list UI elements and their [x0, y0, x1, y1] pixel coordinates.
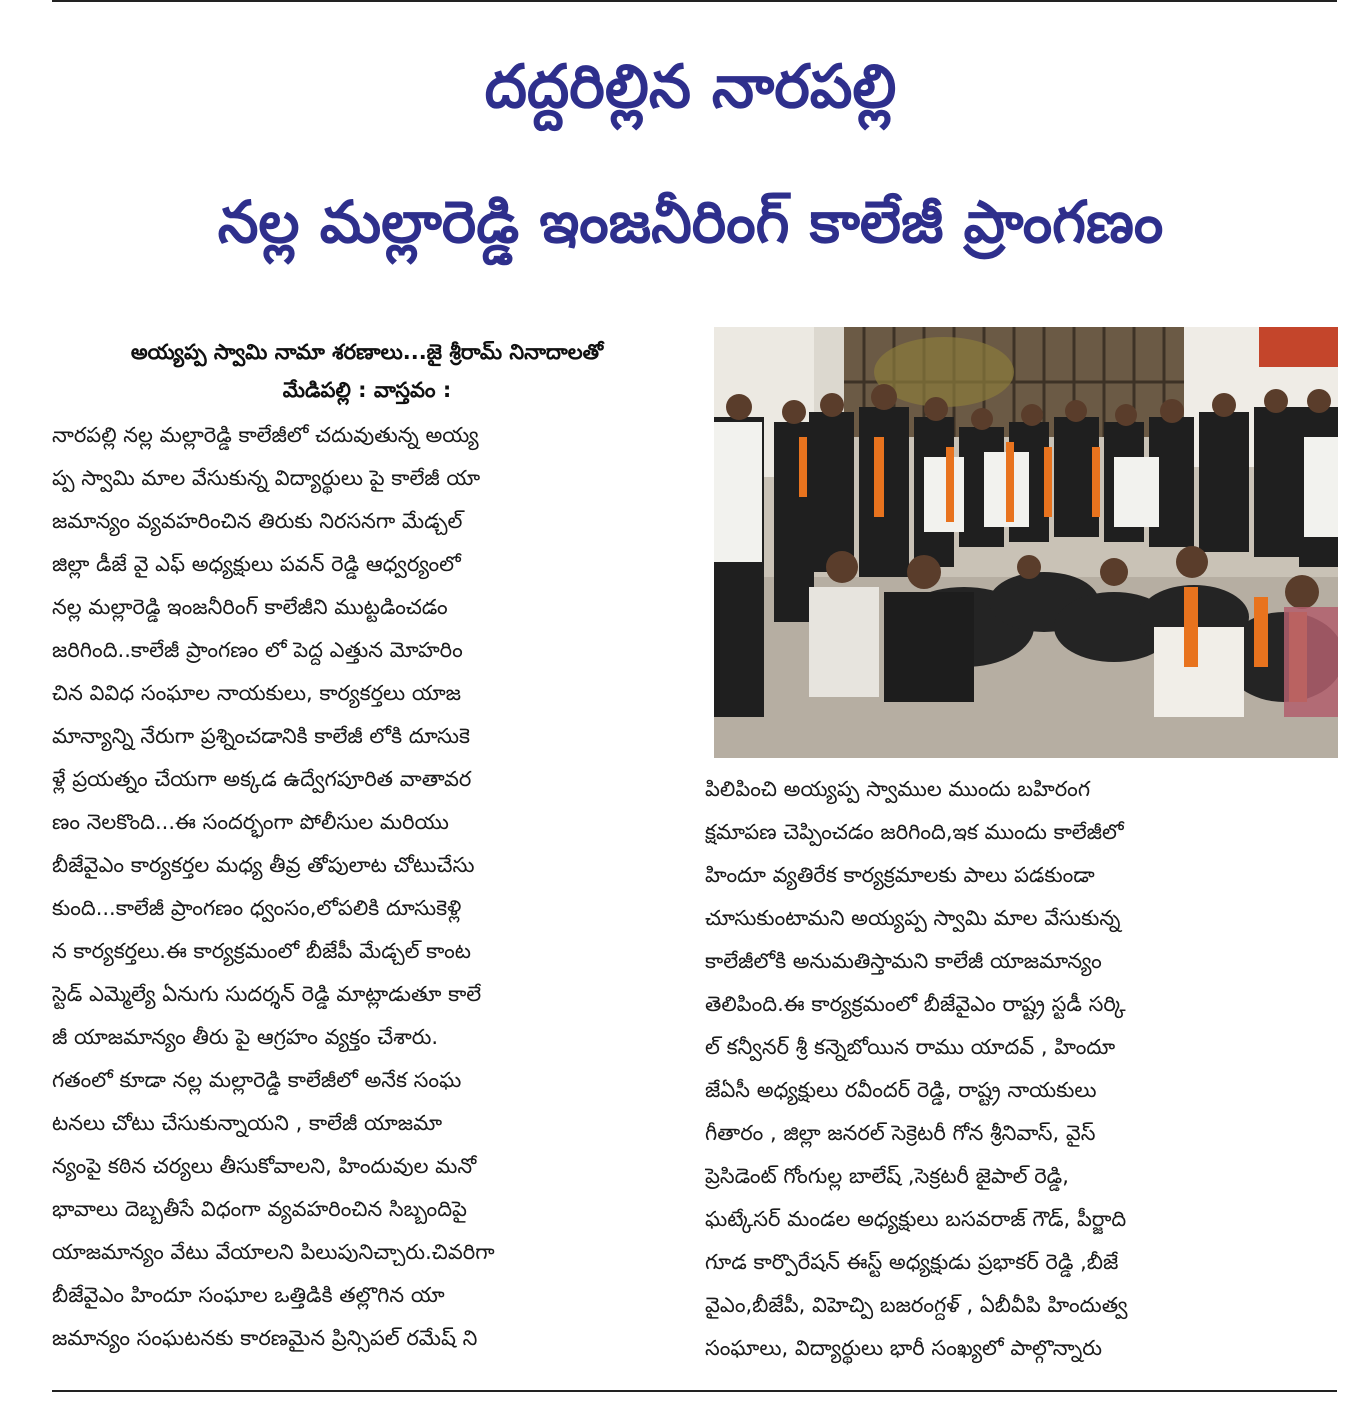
body-line: కుంది...కాలేజీ ప్రాంగణం ధ్వంసం,లోపలికి దూసుకెళ్లి — [52, 896, 462, 920]
body-line: బీజేవైఎం కార్యకర్తల మధ్య తీవ్ర తోపులాట చోటుచేసు — [52, 853, 475, 877]
body-line: పిలిపించి అయ్యప్ప స్వాముల ముందు బహిరంగ — [705, 777, 1091, 801]
body-line: చూసుకుంటామని అయ్యప్ప స్వామి మాల వేసుకున్న — [705, 906, 1121, 930]
body-line: ణం నెలకొంది...ఈ సందర్భంగా పోలీసుల మరియు — [52, 810, 449, 834]
body-line: మాన్యాన్ని నేరుగా ప్రశ్నించడానికి కాలేజీ లోకి దూసుకె — [52, 724, 470, 748]
body-line: గీతారం , జిల్లా జనరల్ సెక్రెటరీ గోన శ్రీనివాస్, వైస్ — [705, 1121, 1096, 1145]
news-photo — [714, 327, 1338, 758]
body-line: జరిగింది..కాలేజీ ప్రాంగణం లో పెద్ద ఎత్తున మోహరిం — [52, 638, 463, 662]
body-line: న్యంపై కఠిన చర్యలు తీసుకోవాలని, హిందువుల మనో — [52, 1154, 477, 1178]
body-line: వైఎం,బీజేపీ, విహెచ్పి బజరంగ్దళ్ , ఏబీవీపి హిందుత్వ — [705, 1293, 1128, 1317]
body-line: ల్ కన్వీనర్ శ్రీ కన్నెబోయిన రాము యాదవ్ , హిందూ — [705, 1035, 1116, 1059]
bottom-rule — [52, 1390, 1337, 1392]
body-line: జీ యాజమాన్యం తీరు పై ఆగ్రహం వ్యక్తం చేశారు. — [52, 1025, 439, 1049]
body-line: టనలు చోటు చేసుకున్నాయని , కాలేజీ యాజమా — [52, 1111, 443, 1135]
kicker-line-1: అయ్యప్ప స్వామి నామా శరణాలు...జై శ్రీరామ్ నినాదాలతో — [130, 340, 604, 364]
body-line: హిందూ వ్యతిరేక కార్యక్రమాలకు పాలు పడకుండా — [705, 863, 1095, 887]
body-line: కాలేజీలోకి అనుమతిస్తామని కాలేజీ యాజమాన్యం — [705, 949, 1102, 973]
body-line: ళ్లే ప్రయత్నం చేయగా అక్కడ ఉద్వేగపూరిత వాతావర — [52, 767, 472, 791]
article-body-right-column — [705, 768, 1330, 1370]
body-line: నల్ల మల్లారెడ్డి ఇంజనీరింగ్ కాలేజీని ముట్టడించడం — [52, 595, 448, 619]
body-line: క్షమాపణ చెప్పించడం జరిగింది,ఇక ముందు కాలేజీలో — [705, 820, 1124, 844]
body-line: ప్రెసిడెంట్ గోంగుల్ల బాలేష్ ,సెక్రటరీ జైపాల్ రెడ్డి, — [705, 1164, 1069, 1188]
body-line: గతంలో కూడా నల్ల మల్లారెడ్డి కాలేజీలో అనేక సంఘ — [52, 1068, 462, 1092]
headline-line-1: దద్దరిల్లిన నారపల్లి — [484, 52, 897, 122]
body-line: జమాన్యం వ్యవహరించిన తిరుకు నిరసనగా మేడ్చల్ — [52, 509, 463, 533]
body-line: స్టెడ్ ఎమ్మెల్యే ఏనుగు సుదర్శన్ రెడ్డి మాట్లాడుతూ కాలే — [52, 982, 482, 1006]
body-line: నారపల్లి నల్ల మల్లారెడ్డి కాలేజీలో చదువుతున్న అయ్య — [52, 423, 479, 447]
body-line: బీజేవైఎం హిందూ సంఘాల ఒత్తిడికి తల్లొగిన యా — [52, 1283, 445, 1307]
article-body-left-column — [52, 414, 677, 1360]
body-line: సంఘాలు, విద్యార్థులు భారీ సంఖ్యలో పాల్గొన్నారు — [705, 1336, 1103, 1360]
body-line: జేఏసీ అధ్యక్షులు రవీందర్ రెడ్డి, రాష్ట్ర నాయకులు — [705, 1078, 1097, 1102]
body-line: తెలిపింది.ఈ కార్యక్రమంలో బీజేవైఎం రాష్ట్ర స్టడీ సర్కి — [705, 992, 1126, 1016]
body-line: ప్ప స్వామి మాల వేసుకున్న విద్యార్థులు పై కాలేజీ యా — [52, 466, 481, 490]
body-line: జిల్లా డీజే వై ఎఫ్ అధ్యక్షులు పవన్ రెడ్డి ఆధ్వర్యంలో — [52, 552, 461, 576]
dateline: మేడిపల్లి : వాస్తవం : — [282, 378, 452, 402]
body-line: భావాలు దెబ్బతీసే విధంగా వ్యవహరించిన సిబ్బందిపై — [52, 1197, 467, 1221]
body-line: జమాన్యం సంఘటనకు కారణమైన ప్రిన్సిపల్ రమేష్ ని — [52, 1326, 478, 1350]
top-rule — [52, 0, 1337, 2]
body-line: యాజమాన్యం వేటు వేయాలని పిలుపునిచ్చారు.చివరిగా — [52, 1240, 495, 1264]
body-line: చిన వివిధ సంఘాల నాయకులు, కార్యకర్తలు యాజ — [52, 681, 461, 705]
headline-line-2: నల్ల మల్లారెడ్డి ఇంజనీరింగ్ కాలేజీ ప్రాంగణం — [217, 188, 1164, 256]
body-line: ఘట్కేసర్ మండల అధ్యక్షులు బసవరాజ్ గౌడ్, పీర్జాది — [705, 1207, 1127, 1231]
body-line: న కార్యకర్తలు.ఈ కార్యక్రమంలో బీజేపీ మేడ్చల్ కాంట — [52, 939, 471, 963]
protest-photo-illustration — [714, 327, 1338, 758]
body-line: గూడ కార్పొరేషన్ ఈస్ట్ అధ్యక్షుడు ప్రభాకర్ రెడ్డి ,బీజే — [705, 1250, 1119, 1274]
